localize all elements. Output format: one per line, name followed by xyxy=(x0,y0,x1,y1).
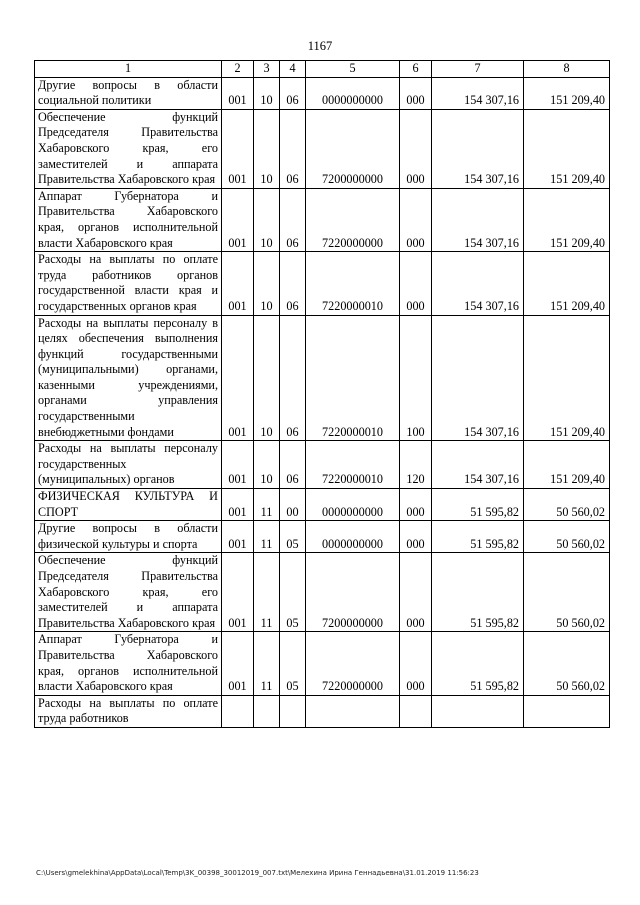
cell-c4: 05 xyxy=(280,553,306,632)
row-name: Расходы на выплаты персоналу в целях обеспечения выполнения функций государственными (муниципальными) органами, казенными учреждениями, органами управления государственными внебюджетными фондами xyxy=(35,315,222,441)
page-number: 1167 xyxy=(307,39,333,53)
row-name: Аппарат Губернатора и Правительства Хабаровского края, органов исполнительной власти Хабаровского края xyxy=(35,188,222,251)
cell-c6: 000 xyxy=(400,188,432,251)
cell-c7: 154 307,16 xyxy=(432,188,524,251)
table-row xyxy=(35,521,610,553)
cell-c3 xyxy=(254,695,280,727)
cell-c6: 120 xyxy=(400,441,432,489)
table-row xyxy=(35,77,610,109)
cell-c5: 7220000000 xyxy=(306,188,400,251)
col-header-3: 3 xyxy=(254,61,280,78)
col-header-6: 6 xyxy=(400,61,432,78)
cell-c8: 151 209,40 xyxy=(524,77,610,109)
cell-c4: 06 xyxy=(280,441,306,489)
cell-c3: 11 xyxy=(254,521,280,553)
cell-c3: 10 xyxy=(254,188,280,251)
cell-c2: 001 xyxy=(222,315,254,441)
cell-c3: 10 xyxy=(254,441,280,489)
row-name: Обеспечение функций Председателя Правительства Хабаровского края, его заместителей и аппарата Правительства Хабаровского края xyxy=(35,553,222,632)
row-name: Расходы на выплаты по оплате труда работников xyxy=(35,695,222,727)
cell-c5: 7220000010 xyxy=(306,441,400,489)
row-name: Другие вопросы в области физической культуры и спорта xyxy=(35,521,222,553)
row-name: Аппарат Губернатора и Правительства Хабаровского края, органов исполнительной власти Хабаровского края xyxy=(35,632,222,695)
cell-c8 xyxy=(524,695,610,727)
cell-c8: 50 560,02 xyxy=(524,489,610,521)
col-header-8: 8 xyxy=(524,61,610,78)
cell-c8: 50 560,02 xyxy=(524,632,610,695)
header-row xyxy=(35,61,610,78)
cell-c3: 10 xyxy=(254,252,280,315)
cell-c8: 151 209,40 xyxy=(524,109,610,188)
cell-c8: 151 209,40 xyxy=(524,188,610,251)
cell-c2: 001 xyxy=(222,521,254,553)
cell-c8: 151 209,40 xyxy=(524,252,610,315)
row-name: Другие вопросы в области социальной политики xyxy=(35,77,222,109)
cell-c6: 000 xyxy=(400,77,432,109)
col-header-1: 1 xyxy=(35,61,222,78)
cell-c7: 154 307,16 xyxy=(432,441,524,489)
table-row xyxy=(35,109,610,188)
col-header-2: 2 xyxy=(222,61,254,78)
cell-c8: 50 560,02 xyxy=(524,553,610,632)
cell-c3: 11 xyxy=(254,489,280,521)
cell-c3: 10 xyxy=(254,109,280,188)
cell-c8: 50 560,02 xyxy=(524,521,610,553)
cell-c3: 11 xyxy=(254,632,280,695)
table-row xyxy=(35,315,610,441)
row-name: Расходы на выплаты по оплате труда работников органов государственной власти края и государственных органов края xyxy=(35,252,222,315)
cell-c4: 06 xyxy=(280,77,306,109)
cell-c2: 001 xyxy=(222,553,254,632)
cell-c4: 06 xyxy=(280,315,306,441)
cell-c5: 7220000000 xyxy=(306,632,400,695)
cell-c3: 10 xyxy=(254,77,280,109)
cell-c7: 51 595,82 xyxy=(432,632,524,695)
table-row xyxy=(35,553,610,632)
cell-c4: 05 xyxy=(280,632,306,695)
cell-c6: 000 xyxy=(400,252,432,315)
budget-table xyxy=(34,60,610,728)
cell-c5: 0000000000 xyxy=(306,489,400,521)
cell-c4: 05 xyxy=(280,521,306,553)
cell-c4: 06 xyxy=(280,252,306,315)
cell-c5: 7200000000 xyxy=(306,109,400,188)
cell-c7: 154 307,16 xyxy=(432,252,524,315)
table-row xyxy=(35,695,610,727)
cell-c7 xyxy=(432,695,524,727)
cell-c2: 001 xyxy=(222,632,254,695)
cell-c7: 154 307,16 xyxy=(432,109,524,188)
cell-c2: 001 xyxy=(222,188,254,251)
row-name: Расходы на выплаты персоналу государственных (муниципальных) органов xyxy=(35,441,222,489)
cell-c6: 100 xyxy=(400,315,432,441)
cell-c6: 000 xyxy=(400,632,432,695)
cell-c5: 7200000000 xyxy=(306,553,400,632)
cell-c4: 00 xyxy=(280,489,306,521)
cell-c7: 51 595,82 xyxy=(432,553,524,632)
cell-c2: 001 xyxy=(222,252,254,315)
row-name: ФИЗИЧЕСКАЯ КУЛЬТУРА И СПОРТ xyxy=(35,489,222,521)
table-row xyxy=(35,188,610,251)
cell-c2: 001 xyxy=(222,489,254,521)
cell-c4: 06 xyxy=(280,109,306,188)
col-header-7: 7 xyxy=(432,61,524,78)
cell-c4: 06 xyxy=(280,188,306,251)
cell-c6 xyxy=(400,695,432,727)
cell-c8: 151 209,40 xyxy=(524,315,610,441)
table-row xyxy=(35,632,610,695)
cell-c7: 154 307,16 xyxy=(432,315,524,441)
file-path-footer: C:\Users\gmelekhina\AppData\Local\Temp\3K_00398_30012019_007.txt\Мелехина Ирина Геннадьевна\31.01.2019 11:56:23 xyxy=(36,869,479,877)
cell-c5: 7220000010 xyxy=(306,252,400,315)
table-row xyxy=(35,489,610,521)
cell-c6: 000 xyxy=(400,521,432,553)
cell-c7: 51 595,82 xyxy=(432,489,524,521)
cell-c4 xyxy=(280,695,306,727)
cell-c8: 151 209,40 xyxy=(524,441,610,489)
cell-c5 xyxy=(306,695,400,727)
col-header-4: 4 xyxy=(280,61,306,78)
cell-c2: 001 xyxy=(222,109,254,188)
cell-c5: 0000000000 xyxy=(306,521,400,553)
table-row xyxy=(35,252,610,315)
cell-c6: 000 xyxy=(400,553,432,632)
cell-c2: 001 xyxy=(222,441,254,489)
col-header-5: 5 xyxy=(306,61,400,78)
cell-c5: 0000000000 xyxy=(306,77,400,109)
cell-c3: 10 xyxy=(254,315,280,441)
row-name: Обеспечение функций Председателя Правительства Хабаровского края, его заместителей и аппарата Правительства Хабаровского края xyxy=(35,109,222,188)
cell-c7: 51 595,82 xyxy=(432,521,524,553)
cell-c6: 000 xyxy=(400,109,432,188)
cell-c7: 154 307,16 xyxy=(432,77,524,109)
table-row xyxy=(35,441,610,489)
cell-c2: 001 xyxy=(222,77,254,109)
cell-c2 xyxy=(222,695,254,727)
cell-c5: 7220000010 xyxy=(306,315,400,441)
cell-c6: 000 xyxy=(400,489,432,521)
cell-c3: 11 xyxy=(254,553,280,632)
